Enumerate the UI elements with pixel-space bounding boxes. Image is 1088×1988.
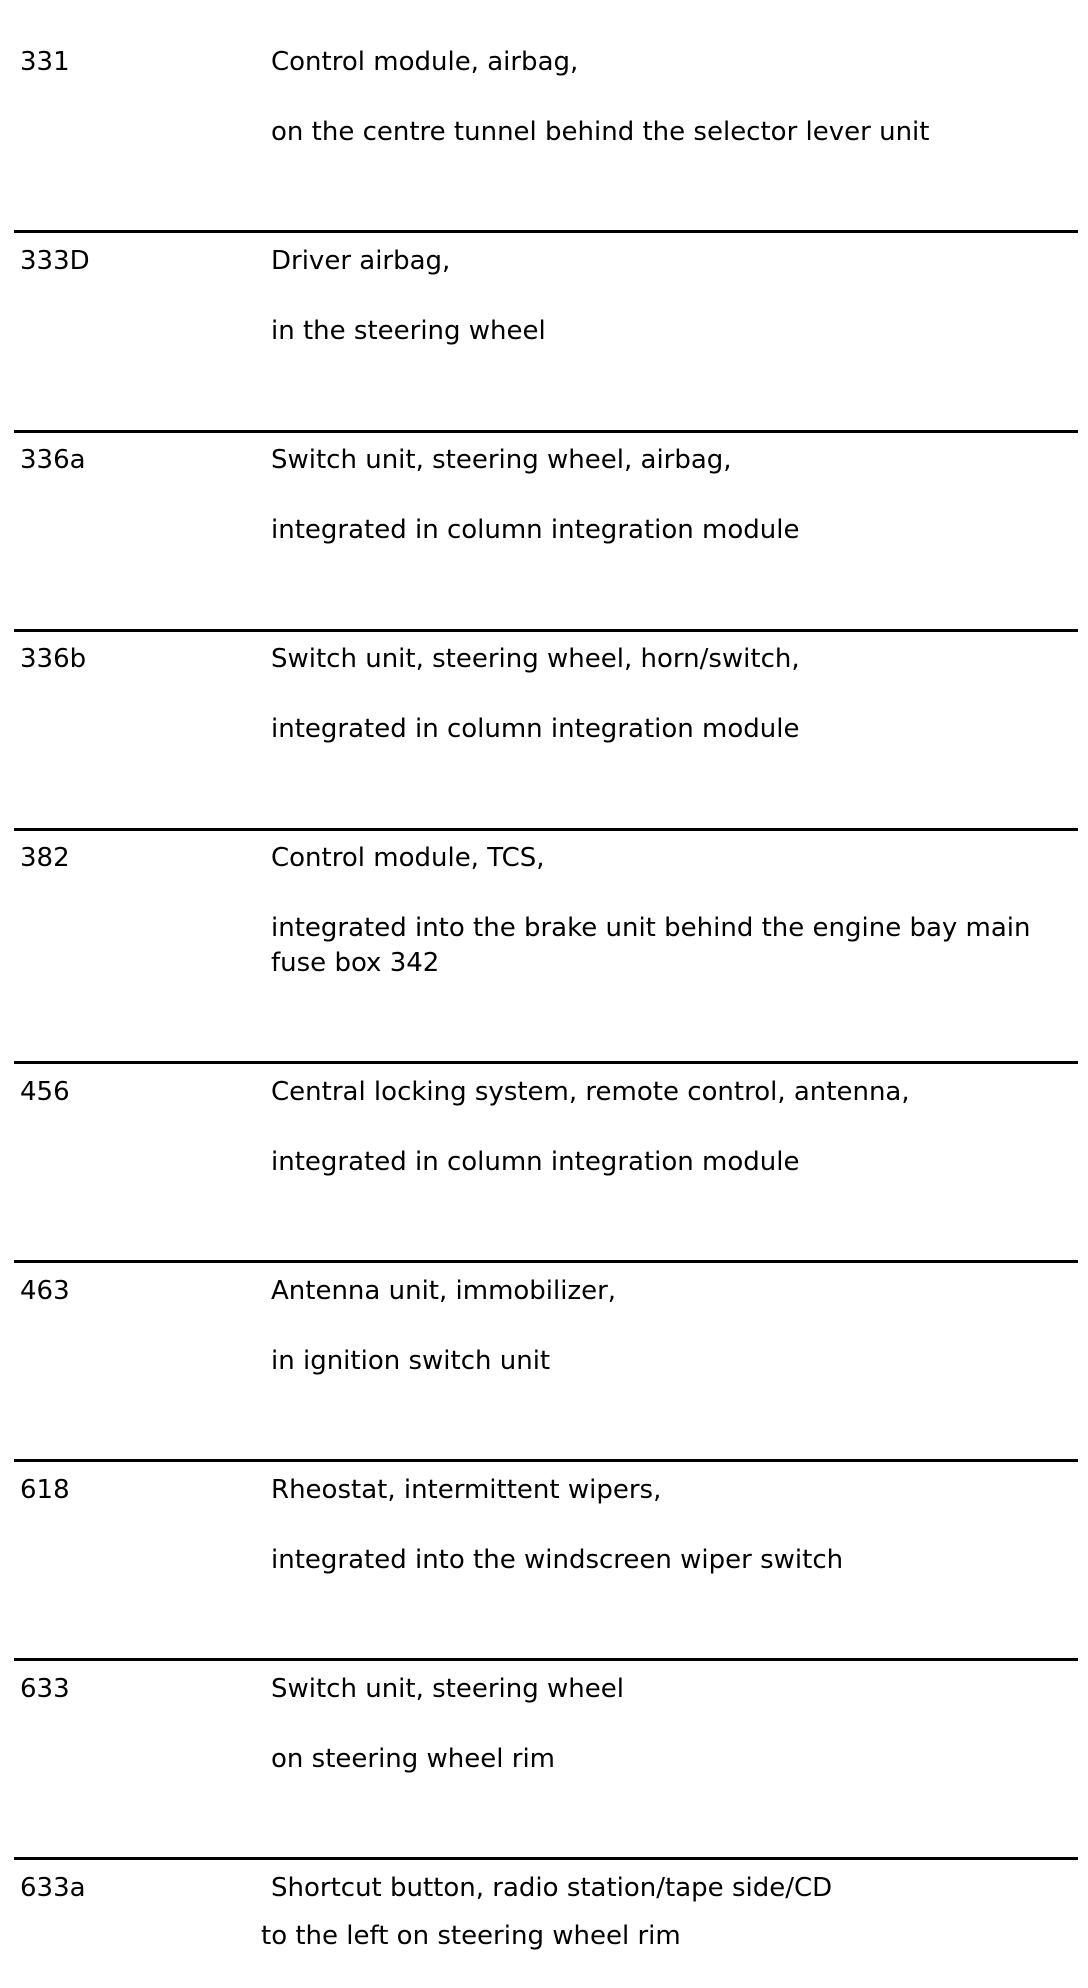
component-name: Shortcut button, radio station/tape side/CD [271, 1873, 833, 1903]
component-code: 463 [20, 1276, 70, 1306]
component-name: Control module, TCS, [271, 843, 545, 873]
component-code: 633a [20, 1873, 86, 1903]
divider [14, 1061, 1078, 1064]
component-name: Antenna unit, immobilizer, [271, 1276, 617, 1306]
component-location: integrated in column integration module [271, 515, 800, 545]
component-name: Switch unit, steering wheel [271, 1674, 624, 1704]
divider [14, 230, 1078, 233]
component-location: integrated into the brake unit behind the engine bay main fuse box 342 [271, 913, 1031, 978]
component-name: Rheostat, intermittent wipers, [271, 1475, 662, 1505]
component-location: in ignition switch unit [271, 1346, 551, 1376]
component-code: 456 [20, 1077, 70, 1107]
component-name: Switch unit, steering wheel, airbag, [271, 445, 732, 475]
divider [14, 1260, 1078, 1263]
component-location: to the left on steering wheel rim [261, 1921, 681, 1951]
divider [14, 1459, 1078, 1462]
component-name: Switch unit, steering wheel, horn/switch, [271, 644, 800, 674]
divider [14, 430, 1078, 433]
component-code: 633 [20, 1674, 70, 1704]
component-location: in the steering wheel [271, 316, 546, 346]
component-code: 331 [20, 47, 70, 77]
component-location: integrated in column integration module [271, 714, 800, 744]
divider [14, 1658, 1078, 1661]
component-code: 618 [20, 1475, 70, 1505]
component-code: 336a [20, 445, 86, 475]
divider [14, 1857, 1078, 1860]
component-name: Central locking system, remote control, antenna, [271, 1077, 910, 1107]
divider [14, 828, 1078, 831]
component-code: 333D [20, 246, 90, 276]
component-code: 382 [20, 843, 70, 873]
component-name: Control module, airbag, [271, 47, 579, 77]
component-location: on steering wheel rim [271, 1744, 556, 1774]
component-name: Driver airbag, [271, 246, 451, 276]
component-location: integrated in column integration module [271, 1147, 800, 1177]
divider [14, 629, 1078, 632]
component-location: integrated into the windscreen wiper switch [271, 1545, 844, 1575]
component-code: 336b [20, 644, 87, 674]
component-location: on the centre tunnel behind the selector lever unit [271, 117, 930, 147]
